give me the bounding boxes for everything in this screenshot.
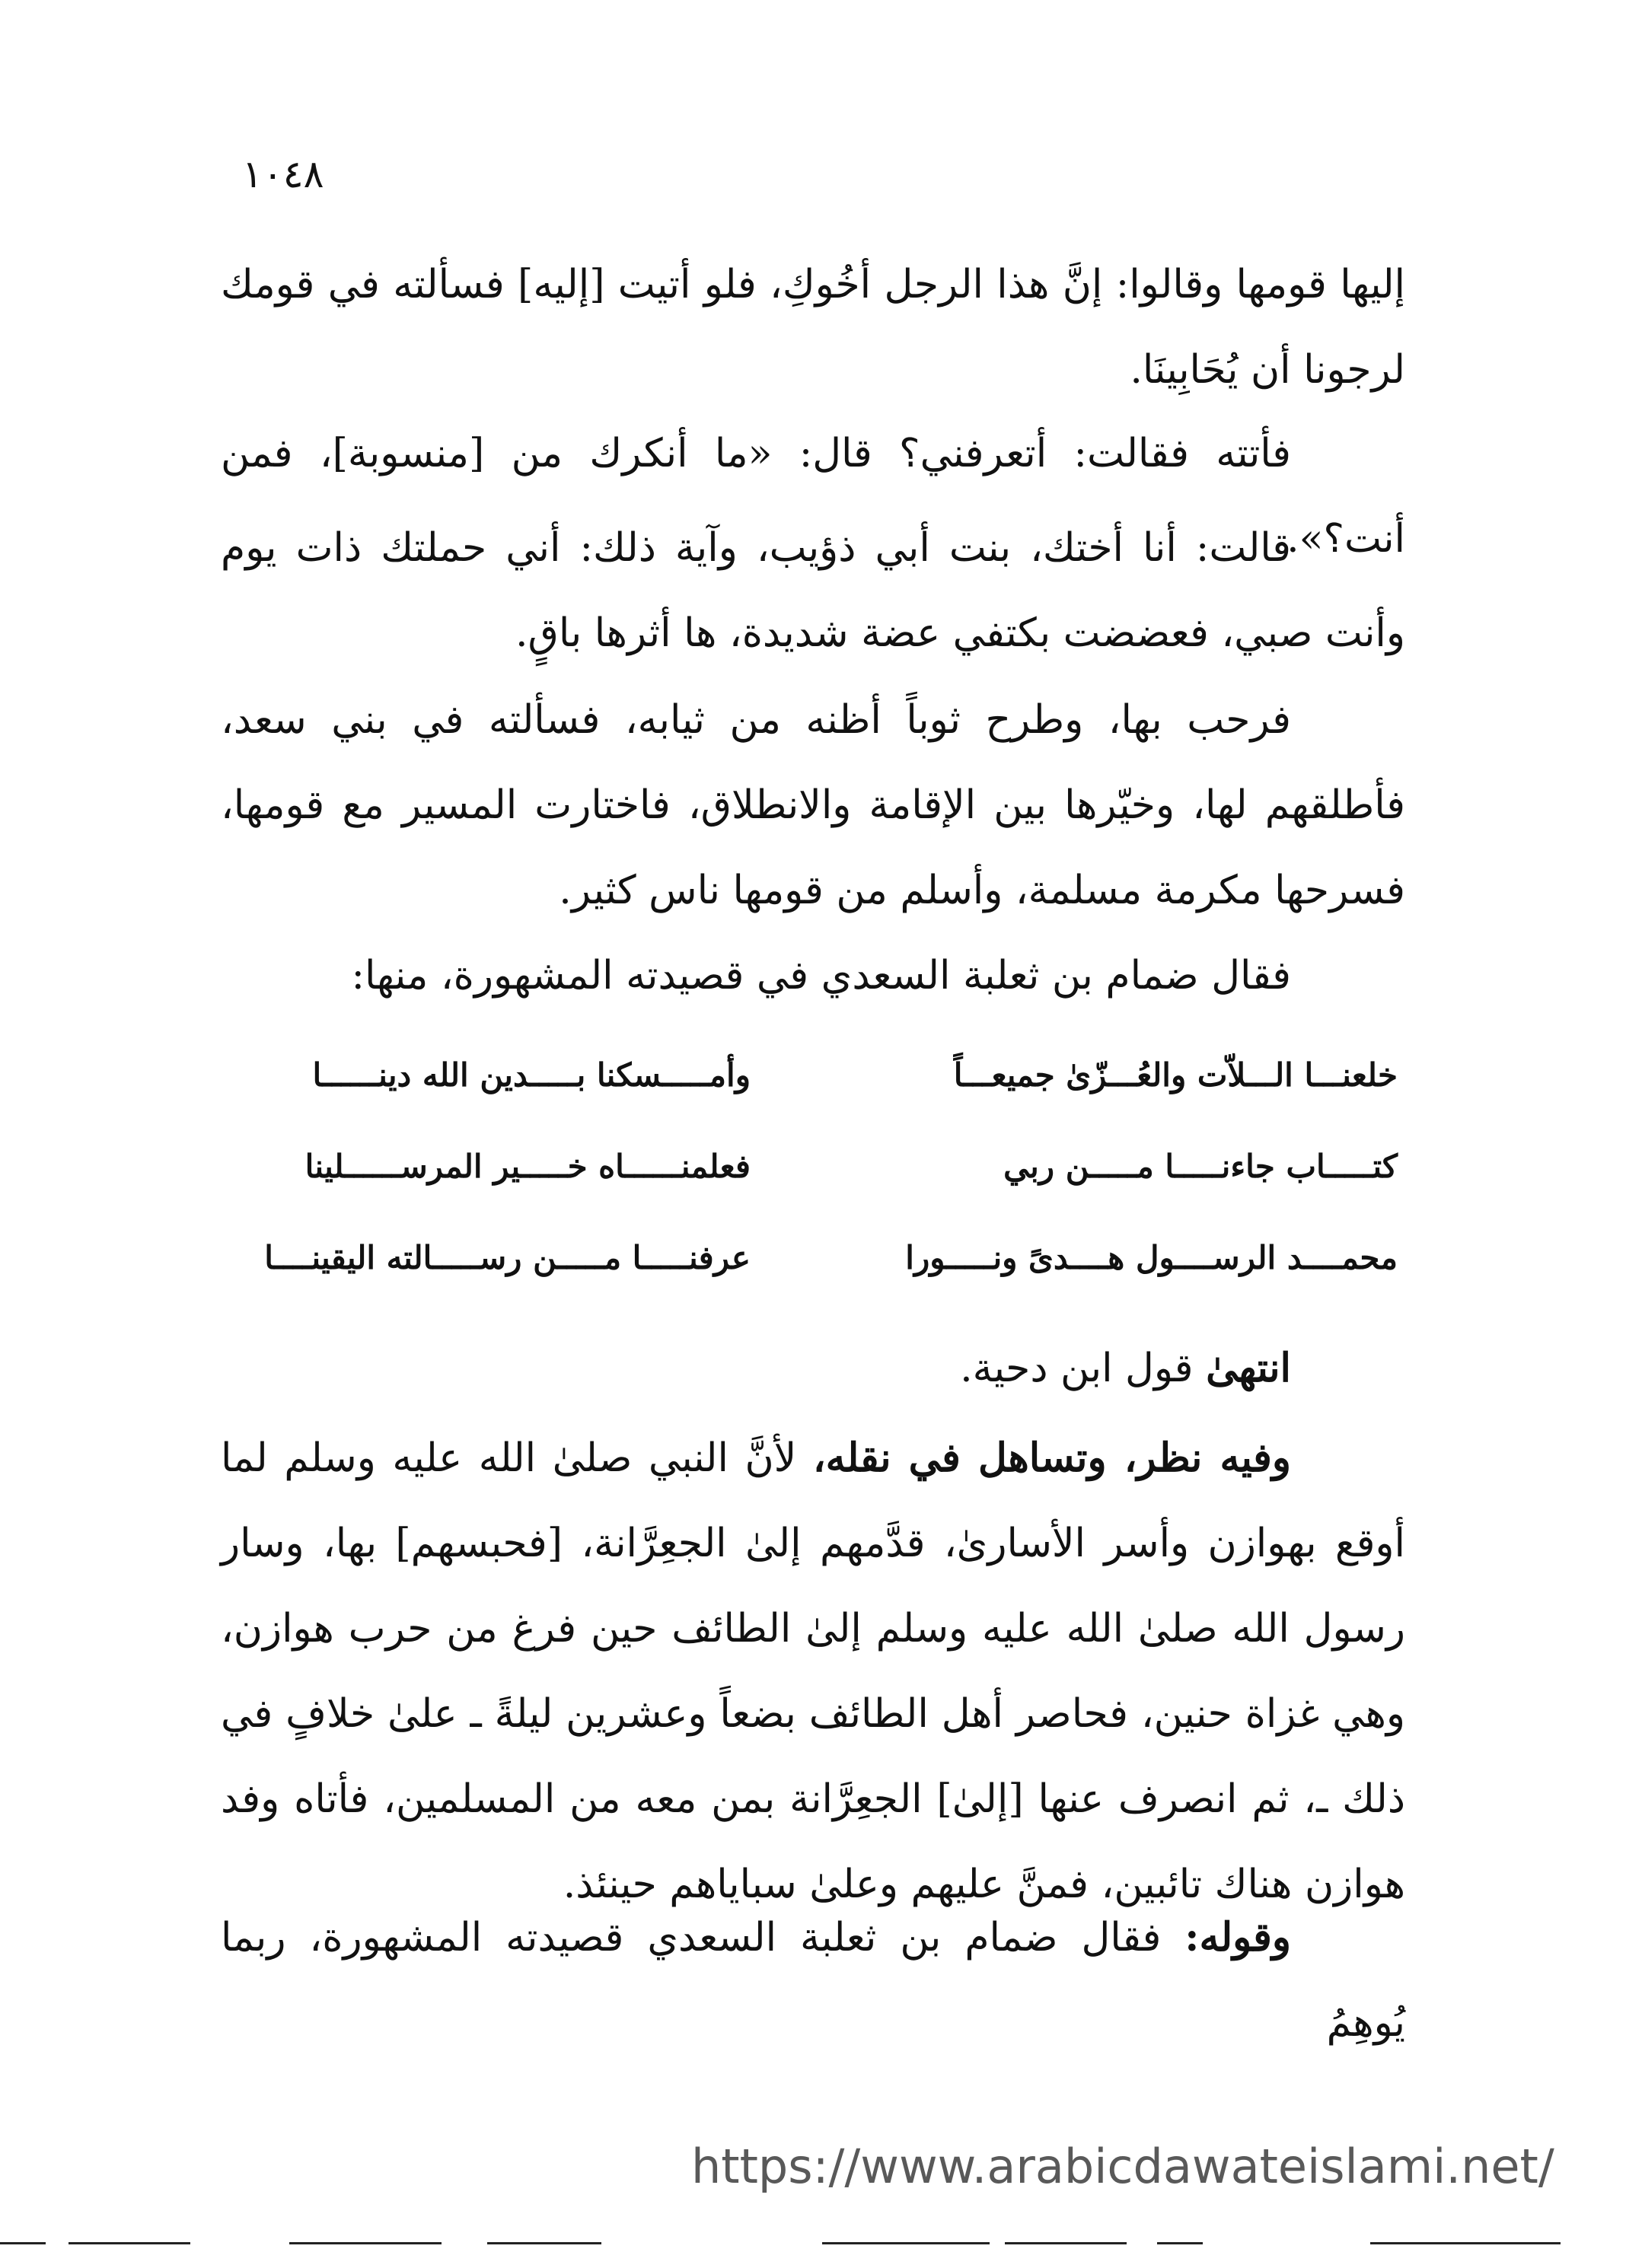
footer-rule: [1157, 2242, 1203, 2244]
footer-rule: [1370, 2242, 1561, 2244]
page-number: ١٠٤٨: [242, 152, 324, 196]
paragraph-8: [221, 1895, 1405, 2066]
verse-1-first: خلعنـــا الـــلاّت والعُـــزّىٰ جميعـــاً: [953, 1056, 1398, 1094]
paragraph-8-text: فقال ضمام بن ثعلبة السعدي قصيدته المشهورة، ربما يُوهِمُ: [221, 1915, 1405, 2046]
footer-rule: [1005, 2242, 1127, 2244]
footer-rule: [0, 2242, 46, 2244]
paragraph-7: [221, 1416, 1405, 1927]
paragraph-5: فقال ضمام بن ثعلبة السعدي في قصيدته المشهورة، منها:: [351, 953, 1291, 999]
verse-2-second: فعلمنــــــاه خـــــير المرســــــلينا: [304, 1148, 751, 1185]
paragraph-8-bold: وقوله:: [1184, 1914, 1291, 1961]
footer-rule: [69, 2242, 190, 2244]
watermark-url: https://www.arabicdawateislami.net/: [691, 2139, 1554, 2194]
paragraph-6-bold: انتهىٰ: [1206, 1345, 1291, 1391]
paragraph-3: قالت: أنا أختك، بنت أبي ذؤيب، وآية ذلك: أني حملتك ذات يوم وأنت صبي، فعضضت بكتفي عضة شديدة، ها أثرها باقٍ.: [221, 525, 1405, 656]
paragraph-6-text: قول ابن دحية.: [960, 1346, 1207, 1391]
paragraph-4: فرحب بها، وطرح ثوباً أظنه من ثيابه، فسألته في بني سعد، فأطلقهم لها، وخيّرها بين الإقامة والانطلاق، فاختارت المسير مع قومها، فسرحها مكرمة مسلمة، وأسلم من قومها ناس كثير.: [221, 697, 1405, 913]
verse-3-first: محمــــد الرســــول هــــدىً ونـــــورا: [905, 1239, 1398, 1276]
verse-2-first: كتـــــاب جاءنـــــا مـــــن ربي: [1003, 1148, 1398, 1185]
footer-rule: [289, 2242, 442, 2244]
paragraph-7-text: لأنَّ النبي صلىٰ الله عليه وسلم لما أوقع بهوازن وأسر الأسارىٰ، قدَّمهم إلىٰ الجعِرَّانة، [فحبسهم] بها، وسار رسول الله صلىٰ الله عليه وسلم إلىٰ الطائف حين فرغ من حرب هوازن، وهي غزاة حنين، فحاصر أهل الطائف بضعاً وعشرين ليلةً ـ علىٰ خلافٍ في ذلك ـ، ثم انصرف عنها [إلىٰ] الجعِرَّانة بمن معه من المسلمين، فأتاه وفد هوازن هناك تائبين، فمنَّ عليهم وعلىٰ سباياهم حينئذ.: [221, 1435, 1405, 1907]
paragraph-2: فأتته فقالت: أتعرفني؟ قال: «ما أنكرك من [منسوبة]، فمن أنت؟».: [221, 431, 1405, 562]
paragraph-1: إليها قومها وقالوا: إنَّ هذا الرجل أخُوكِ، فلو أتيت [إليه] فسألته في قومك لرجونا أن يُحَابِينَا.: [221, 262, 1405, 393]
verse-1-second: وأمـــــسكنا بـــــدين الله دينــــــا: [312, 1056, 751, 1094]
paragraph-7-bold: وفيه نظر، وتساهل في نقله،: [812, 1435, 1292, 1481]
paragraph-6: [221, 1326, 1405, 1411]
footer-rule: [487, 2242, 601, 2244]
verse-3-second: عرفنـــــا مـــــن رســـــالته اليقينــــا: [264, 1239, 751, 1276]
footer-rule: [822, 2242, 990, 2244]
